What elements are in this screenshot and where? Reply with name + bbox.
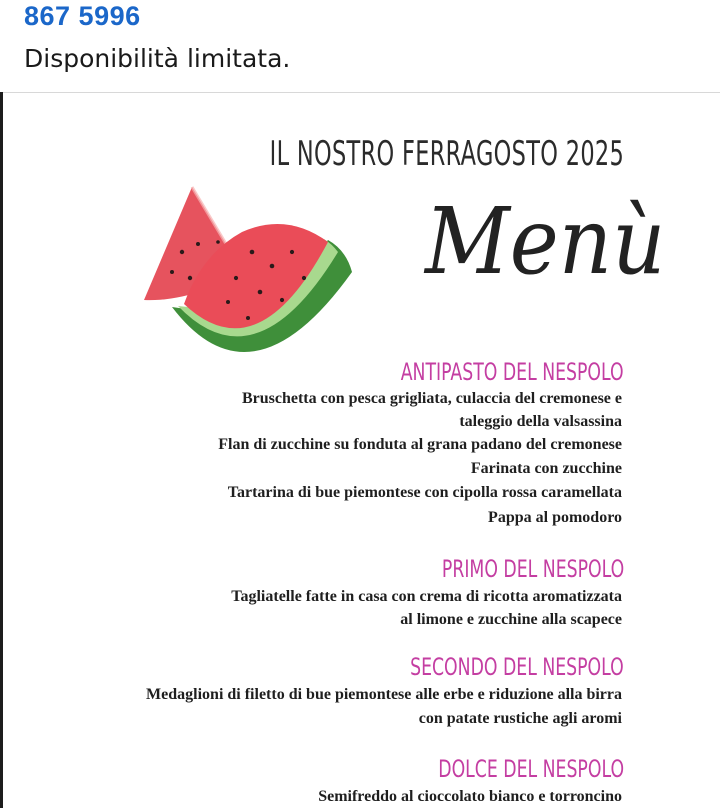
dish-item: Medaglioni di filetto di bue piemontese alle erbe e riduzione alla birra — [146, 686, 622, 703]
phone-number-link[interactable]: 867 5996 — [24, 1, 141, 31]
post-text-area — [0, 0, 720, 92]
dish-item: Tartarina di bue piemontese con cipolla rossa caramellata — [227, 484, 622, 501]
dish-item: Bruschetta con pesca grigliata, culaccia del cremonese e — [241, 390, 622, 407]
watermelon-icon — [132, 182, 372, 372]
menu-script-title: Menù — [425, 188, 666, 295]
image-top-border — [0, 92, 720, 93]
section-title-secondo: SECONDO DEL NESPOLO — [410, 653, 624, 681]
dish-item: al limone e zucchine alla scapece — [400, 611, 622, 628]
image-left-border — [0, 92, 3, 808]
dish-item: Flan di zucchine su fonduta al grana padano del cremonese — [218, 436, 622, 453]
dish-item: Tagliatelle fatte in casa con crema di ricotta aromatizzata — [231, 588, 622, 605]
menu-heading: IL NOSTRO FERRAGOSTO 2025 — [269, 134, 624, 174]
section-title-primo: PRIMO DEL NESPOLO — [441, 555, 624, 583]
menu-image[interactable] — [0, 92, 720, 808]
section-title-antipasto: ANTIPASTO DEL NESPOLO — [401, 358, 624, 386]
dish-item: Semifreddo al cioccolato bianco e torroncino — [318, 788, 622, 805]
dish-item: taleggio della valsassina — [459, 413, 622, 430]
dish-item: con patate rustiche agli aromi — [418, 710, 622, 727]
dish-item: Farinata con zucchine — [470, 460, 622, 477]
availability-text: Disponibilità limitata. — [24, 44, 291, 73]
section-title-dolce: DOLCE DEL NESPOLO — [438, 755, 624, 783]
dish-item: Pappa al pomodoro — [488, 509, 622, 526]
